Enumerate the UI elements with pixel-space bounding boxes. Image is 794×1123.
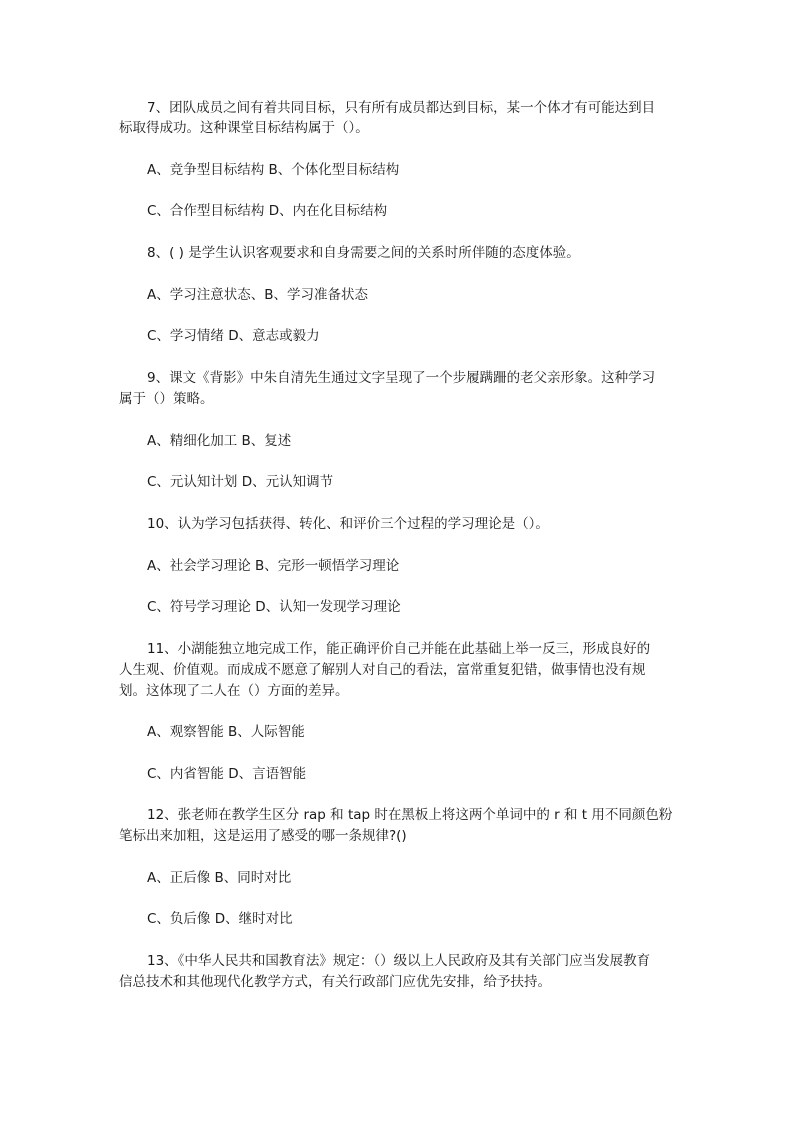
question-9-option-cd: C、元认知计划 D、元认知调节 [147,474,334,490]
question-11-option-cd: C、内省智能 D、言语智能 [147,766,307,782]
question-13-stem-line-1: 13、《中华人民共和国教育法》规定：（）级以上人民政府及其有关部门应当发展教育 [147,953,651,969]
question-7-stem-line-1: 7、团队成员之间有着共同目标，只有所有成员都达到目标，某一个体才有可能达到目 [147,100,656,116]
question-12-option-cd: C、负后像 D、继时对比 [147,911,293,927]
question-7-option-ab: A、竞争型目标结构 B、个体化型目标结构 [147,162,400,178]
question-8-option-ab: A、学习注意状态、B、学习准备状态 [147,287,368,303]
question-12-stem-line-2: 笔标出来加粗，这是运用了感受的哪一条规律?() [119,828,407,844]
question-9-option-ab: A、精细化加工 B、复述 [147,433,292,449]
question-9-stem-line-2: 属于（）策略。 [119,391,214,407]
question-11-stem-line-2: 人生观、价值观。而成成不愿意了解别人对自己的看法，富常重复犯错，做事情也没有规 [119,662,646,678]
question-12-stem-line-1: 12、张老师在教学生区分 rap 和 tap 时在黑板上将这两个单词中的 r 和 t 用不同颜色粉 [147,807,673,823]
question-11-stem-line-1: 11、小湖能独立地完成工作，能正确评价自己并能在此基础上举一反三，形成良好的 [147,641,651,657]
question-10-stem-line-1: 10、认为学习包括获得、转化、和评价三个过程的学习理论是（）。 [147,516,549,532]
question-9-stem-line-1: 9、课文《背影》中朱自清先生通过文字呈现了一个步履蹒跚的老父亲形象。这种学习 [147,370,656,386]
question-12-option-ab: A、正后像 B、同时对比 [147,870,292,886]
question-11-stem-line-3: 划。这体现了二人在（）方面的差异。 [119,683,349,699]
question-10-option-ab: A、社会学习理论 B、完形一顿悟学习理论 [147,558,400,574]
question-7-stem-line-2: 标取得成功。这种课堂目标结构属于（）。 [119,120,369,136]
question-11-option-ab: A、观察智能 B、人际智能 [147,724,305,740]
question-8-stem-line-1: 8、( ) 是学生认识客观要求和自身需要之间的关系时所伴随的态度体验。 [147,245,580,261]
question-13-stem-line-2: 信总技术和其他现代化教学方式，有关行政部门应优先安排，给予扶持。 [119,974,551,990]
question-8-option-cd: C、学习情绪 D、意志或毅力 [147,328,320,344]
question-10-option-cd: C、符号学习理论 D、认知一发现学习理论 [147,599,401,615]
question-7-option-cd: C、合作型目标结构 D、内在化目标结构 [147,203,388,219]
